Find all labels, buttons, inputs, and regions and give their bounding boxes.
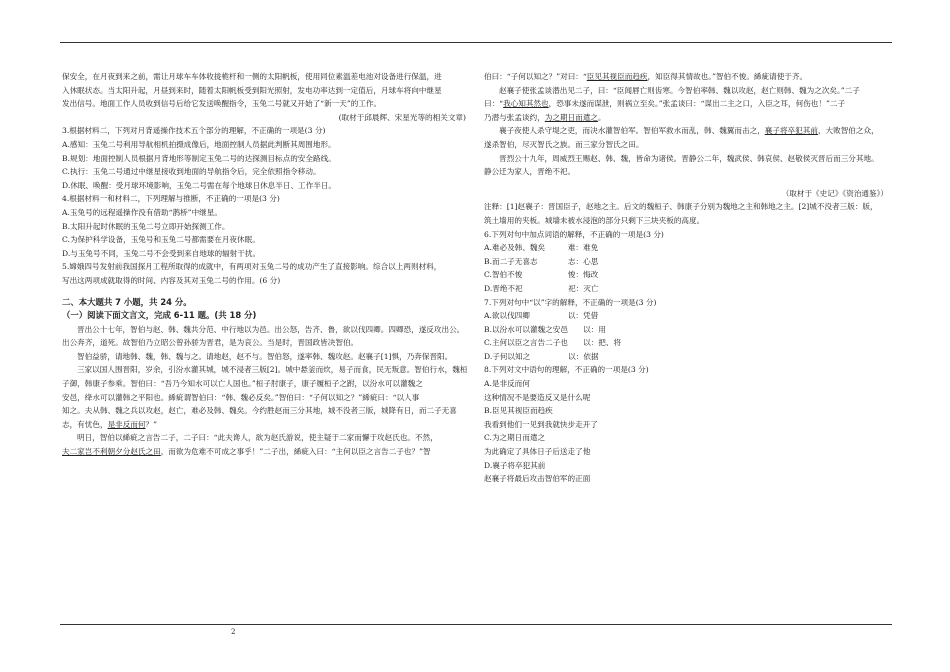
question-8-line: 我看到他们一见到我就快步走开了: [484, 419, 598, 429]
question-8-stem: 8.下列对文中语句的理解，不正确的一项是(3 分): [484, 365, 649, 375]
passage-text: 襄子夜使人杀守堤之吏，而决水灌智伯军。智伯军救水而乱，韩、魏翼而击之，: [499, 126, 765, 136]
passage-line: [484, 111, 892, 125]
question-3-option-a: A.感知：玉兔二号利用导航相机拍摄成像后，地面控制人员据此判断其周围地形。: [62, 139, 336, 149]
passage-line: 遂杀智伯，尽灭智氏之族。而三家分智氏之田。: [484, 139, 644, 149]
question-7-stem: 7.下列对句中“以”字的解释，不正确的一项是(3 分): [484, 297, 657, 307]
passage-line: 子御，韩康子参乘。智伯曰：“吾乃今知水可以亡人国也。”桓子肘康子，康子履桓子之跗，以汾水可以灌魏之: [62, 379, 423, 389]
passage-line: 晋烈公十九年，周威烈王赐赵、韩、魏，皆命为诸侯。晋静公二年，魏武侯、韩哀侯、赵敬侯灭晋后而三分其地。: [499, 153, 879, 163]
header-rule: [60, 42, 892, 43]
passage-text: 志，有忧色，: [62, 419, 108, 429]
section-2-heading: 二、本大题共 7 小题，共 24 分。: [62, 296, 192, 307]
question-6-option-c: C.智伯不悛 悛：悔改: [484, 270, 599, 280]
passage-text: ，而欲为危难不可成之事乎！”二子出，絺疵入曰：“主何以臣之言告二子也？”智: [160, 447, 431, 457]
question-8-line: 这种情况不是要造反又是什么呢: [484, 392, 591, 402]
passage-text: 乃潜与张孟谈约，: [484, 112, 545, 122]
question-6-option-d: D.晋绝不祀 祀：灭亡: [484, 283, 599, 293]
underlined-sentence: 为之期日而遣之: [544, 112, 598, 122]
intro-line: 发出信号。地面工作人员收到信号后给它发送唤醒指令，玉兔二号就又开始了“新一天”的工作。: [62, 99, 382, 109]
question-3-option-c: C.执行：玉兔二号通过中继星接收到地面的导航指令后，完全依照指令移动。: [62, 167, 321, 177]
source-citation-2: （取材于《史记》《资治通鉴》）: [781, 188, 888, 198]
notes-line: 筑土墙用的夹板。城墙未被水浸泡的部分只剩下三块夹板的高度。: [484, 215, 705, 225]
left-column: [62, 70, 470, 459]
passage-text: ？”: [145, 419, 158, 429]
passage-line: 明日，智伯以絺疵之言告二子，二子曰：“此夫谗人，欲为赵氏游说，使主疑于二家而懈于攻赵氏也。不然，: [77, 433, 438, 443]
question-8-line: C.为之期日而遣之: [484, 433, 546, 443]
intro-line: 入休眠状态。当太阳升起，月昼到来时，随着太阳帆板受到阳光照射，发电功率达到一定值后，月球车将向中继星: [62, 85, 442, 95]
passage-line: 安邑，绛水可以灌韩之平阳也。絺疵谓智伯曰：“韩、魏必反矣。”智伯曰：“子何以知之？”絺疵曰：“以人事: [62, 392, 420, 402]
passage-line: 三家以国人围晋阳，岁余，引汾水灌其城，城不浸者三版[2]。城中悬釜而炊，易子而食，民无叛意。智伯行水，魏桓: [77, 365, 468, 375]
passage-line: [484, 124, 892, 138]
question-4-option-c: C.为保护科学设备，玉兔号和玉兔二号都需要在月夜休眠。: [62, 235, 260, 245]
passage-line: 出公奔齐，道死。故智伯乃立昭公曾孙骄为晋君，是为哀公。当是时，晋国政皆决智伯。: [62, 338, 359, 348]
underlined-sentence: 夫二家岂不利朝夕分赵氏之田: [62, 447, 161, 457]
passage-line: [62, 445, 470, 459]
question-4-option-d: D.与玉兔号不同，玉兔二号不会受到来自地球的辐射干扰。: [62, 248, 261, 258]
question-6-option-a: A.难必及韩、魏矣 难：难免: [484, 243, 599, 253]
question-5-line: 5.嫦娥四号发射前我国探月工程所取得的成就中，有两项对玉兔二号的成功产生了直接影响。综合以上两则材料，: [62, 262, 442, 272]
passage-line: [484, 70, 892, 84]
passage-line: [62, 418, 470, 432]
notes-line: 注释：[1]赵襄子：晋国臣子，赵地之主。后文的魏桓子、韩康子分别为魏地之主和韩地之主。[2]城不没者三版：版，: [484, 202, 878, 212]
page-number: 2: [231, 628, 236, 636]
question-5-line: 写出这两项成就取得的时间、内容及其对玉兔二号的作用。(6 分): [62, 275, 281, 285]
passage-text: ，恐事未遂而谋泄，则祸立至矣。”张孟谈曰：“谋出二主之口，入臣之耳，何伤也！”二子: [548, 99, 846, 109]
question-6-stem: 6.下列对句中加点词语的解释，不正确的一项是(3 分): [484, 229, 664, 239]
question-4-option-a: A.玉兔号的远程遥操作没有借助“鹊桥”中继星。: [62, 207, 222, 217]
passage-text: ，大败智伯之众，: [817, 126, 879, 136]
underlined-sentence: 臣见其视臣而趋疾: [586, 72, 648, 81]
passage-text: 曰：“: [484, 99, 504, 109]
question-7-option-a: A.欲以伐四卿 以：凭借: [484, 311, 599, 321]
passage-text: ，知臣得其情故也。”智伯不悛。絺疵请使于齐。: [647, 72, 808, 81]
question-3-stem: 3.根据材料二，下列对月背遥操作技术五个部分的理解，不正确的一项是(3 分): [62, 126, 326, 136]
passage-line: 静公迁为家人，晋绝不祀。: [484, 167, 576, 177]
source-citation-1: (取材于邱晨辉、宋星光等的相关文章): [338, 112, 466, 122]
question-8-line: B.臣见其视臣而趋疾: [484, 406, 553, 416]
question-3-option-d: D.休眠、唤醒：受月球环境影响，玉兔二号需在每个地球日休息半日、工作半日。: [62, 180, 337, 190]
question-4-stem: 4.根据材料一和材料二，下列理解与推断，不正确的一项是(3 分): [62, 194, 280, 204]
underlined-sentence: 是非反而何: [107, 419, 146, 429]
passage-line: 赵襄子使张孟谈潜出见二子，曰：“臣闻唇亡则齿寒。今智伯率韩、魏以攻赵，赵亡则韩、魏为之次矣。”二子: [499, 85, 860, 95]
passage-text: 伯曰：“子何以知之？”对曰：“: [484, 72, 587, 81]
question-8-line: A.是非反而何: [484, 379, 530, 389]
right-column: [484, 70, 892, 486]
question-6-option-b: B.而二子无喜志 志：心思: [484, 256, 599, 266]
passage-line: 知之。夫从韩、魏之兵以攻赵，赵亡，难必及韩、魏矣。今约胜赵而三分其地，城不没者三版，城降有日，而二子无喜: [62, 406, 457, 416]
underlined-sentence: 我心知其然也: [503, 99, 549, 109]
question-8-line: D.襄子将卒犯其前: [484, 460, 546, 470]
passage-line: 智伯益骄，请地韩、魏，韩、魏与之。请地赵，赵不与。智伯怒，遂率韩、魏攻赵。赵襄子[1]惧，乃奔保晋阳。: [77, 351, 453, 361]
question-3-option-b: B.规划：地面控制人员根据月背地形等制定玉兔二号的达探测目标点的安全路线。: [62, 153, 336, 163]
subsection-1-heading: （一）阅读下面文言文，完成 6-11 题。(共 18 分): [62, 310, 257, 321]
passage-line: [484, 97, 892, 111]
passage-line: 晋出公十七年，智伯与赵、韩、魏共分范、中行地以为邑。出公怒，告齐、鲁，欲以伐四卿。四卿恐，遂反攻出公。: [77, 324, 465, 334]
question-7-option-d: D.子何以知之 以：依据: [484, 351, 599, 361]
intro-line: 保安全，在月夜到来之前，需让月球车车体收拢桅杆和一侧的太阳帆板，使用同位素温差电池对设备进行保温，进: [62, 72, 442, 81]
underlined-sentence: 襄子将卒犯其前: [764, 126, 818, 136]
question-7-option-c: C.主何以臣之言告二子也 以：把、将: [484, 338, 622, 348]
footer-rule: [60, 624, 892, 625]
question-7-option-b: B.以汾水可以灌魏之安邑 以：用: [484, 324, 606, 334]
question-4-option-b: B.太阳升起时休眠的玉兔二号立即开始探测工作。: [62, 221, 230, 231]
question-8-line: 为此确定了具体日子后送走了他: [484, 447, 591, 457]
passage-text: 。: [597, 112, 606, 122]
question-8-line: 赵襄子将最后攻击智伯军的正面: [484, 474, 591, 484]
